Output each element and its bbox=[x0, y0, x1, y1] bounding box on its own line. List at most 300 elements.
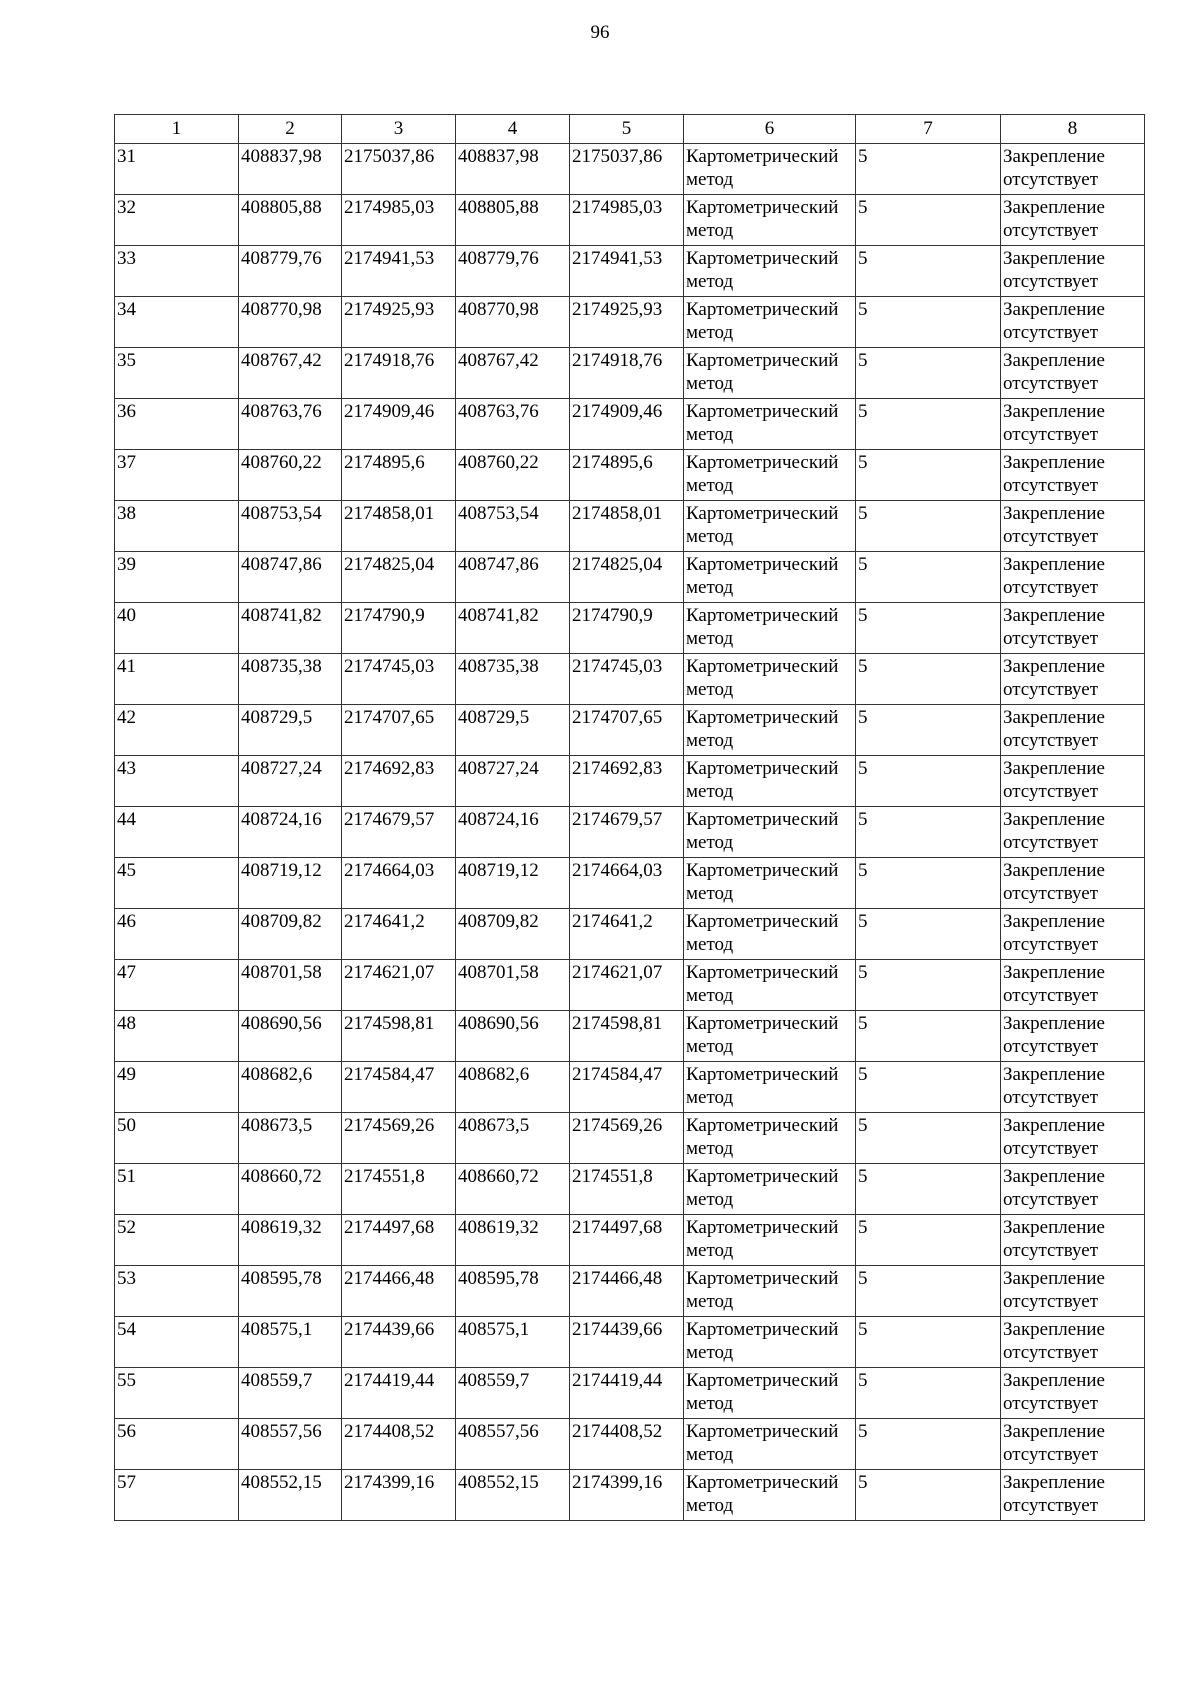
fixing-line: отсутствует bbox=[1003, 1087, 1099, 1108]
page-number: 96 bbox=[590, 22, 610, 43]
x-coordinate-cell: 408747,86 bbox=[456, 552, 570, 603]
method-cell bbox=[684, 603, 856, 654]
table-row bbox=[115, 909, 1145, 960]
method-line: метод bbox=[686, 832, 734, 853]
table-row bbox=[115, 858, 1145, 909]
method-cell bbox=[684, 960, 856, 1011]
method-line: Картометрический bbox=[686, 1013, 839, 1034]
method-line: Картометрический bbox=[686, 1370, 839, 1391]
x-coordinate-cell: 408760,22 bbox=[456, 450, 570, 501]
method-line: метод bbox=[686, 985, 734, 1006]
fixing-line: Закрепление bbox=[1003, 1268, 1105, 1289]
x-coordinate-cell: 408741,82 bbox=[456, 603, 570, 654]
x-coordinate-cell: 408557,56 bbox=[239, 1419, 342, 1470]
accuracy-cell: 5 bbox=[856, 501, 1001, 552]
x-coordinate-cell: 408724,16 bbox=[239, 807, 342, 858]
y-coordinate-cell: 2174707,65 bbox=[570, 705, 684, 756]
x-coordinate-cell: 408729,5 bbox=[239, 705, 342, 756]
fixing-line: отсутствует bbox=[1003, 934, 1099, 955]
fixing-line: отсутствует bbox=[1003, 577, 1099, 598]
point-number-cell: 40 bbox=[115, 603, 239, 654]
fixing-line: Закрепление bbox=[1003, 1421, 1105, 1442]
point-number-cell: 41 bbox=[115, 654, 239, 705]
fixing-cell bbox=[1001, 1011, 1145, 1062]
fixing-line: Закрепление bbox=[1003, 809, 1105, 830]
y-coordinate-cell: 2174790,9 bbox=[342, 603, 456, 654]
column-header: 3 bbox=[342, 115, 456, 144]
method-line: Картометрический bbox=[686, 350, 839, 371]
fixing-line: отсутствует bbox=[1003, 1240, 1099, 1261]
fixing-line: отсутствует bbox=[1003, 781, 1099, 802]
table-row bbox=[115, 1215, 1145, 1266]
accuracy-cell: 5 bbox=[856, 807, 1001, 858]
method-cell bbox=[684, 1011, 856, 1062]
method-line: Картометрический bbox=[686, 299, 839, 320]
method-line: метод bbox=[686, 781, 734, 802]
point-number-cell: 38 bbox=[115, 501, 239, 552]
fixing-line: Закрепление bbox=[1003, 401, 1105, 422]
fixing-line: Закрепление bbox=[1003, 503, 1105, 524]
point-number-cell: 43 bbox=[115, 756, 239, 807]
table-row bbox=[115, 1164, 1145, 1215]
x-coordinate-cell: 408770,98 bbox=[239, 297, 342, 348]
fixing-line: отсутствует bbox=[1003, 373, 1099, 394]
fixing-cell bbox=[1001, 195, 1145, 246]
x-coordinate-cell: 408552,15 bbox=[239, 1470, 342, 1521]
accuracy-cell: 5 bbox=[856, 1470, 1001, 1521]
x-coordinate-cell: 408753,54 bbox=[239, 501, 342, 552]
fixing-line: Закрепление bbox=[1003, 758, 1105, 779]
y-coordinate-cell: 2174692,83 bbox=[570, 756, 684, 807]
fixing-cell bbox=[1001, 1113, 1145, 1164]
column-header: 1 bbox=[115, 115, 239, 144]
fixing-line: Закрепление bbox=[1003, 1319, 1105, 1340]
fixing-cell bbox=[1001, 246, 1145, 297]
method-cell bbox=[684, 1215, 856, 1266]
method-line: метод bbox=[686, 1240, 734, 1261]
method-cell bbox=[684, 756, 856, 807]
fixing-line: Закрепление bbox=[1003, 707, 1105, 728]
method-cell bbox=[684, 1368, 856, 1419]
table-row bbox=[115, 1317, 1145, 1368]
table-row bbox=[115, 654, 1145, 705]
point-number-cell: 57 bbox=[115, 1470, 239, 1521]
method-cell bbox=[684, 1266, 856, 1317]
fixing-line: Закрепление bbox=[1003, 554, 1105, 575]
point-number-cell: 45 bbox=[115, 858, 239, 909]
table-row bbox=[115, 705, 1145, 756]
fixing-line: Закрепление bbox=[1003, 605, 1105, 626]
x-coordinate-cell: 408779,76 bbox=[239, 246, 342, 297]
x-coordinate-cell: 408682,6 bbox=[456, 1062, 570, 1113]
fixing-line: Закрепление bbox=[1003, 350, 1105, 371]
y-coordinate-cell: 2174858,01 bbox=[342, 501, 456, 552]
y-coordinate-cell: 2174918,76 bbox=[342, 348, 456, 399]
y-coordinate-cell: 2174621,07 bbox=[342, 960, 456, 1011]
fixing-line: отсутствует bbox=[1003, 526, 1099, 547]
method-cell bbox=[684, 1470, 856, 1521]
x-coordinate-cell: 408559,7 bbox=[456, 1368, 570, 1419]
fixing-cell bbox=[1001, 603, 1145, 654]
x-coordinate-cell: 408557,56 bbox=[456, 1419, 570, 1470]
column-header: 8 bbox=[1001, 115, 1145, 144]
point-number-cell: 51 bbox=[115, 1164, 239, 1215]
fixing-cell bbox=[1001, 807, 1145, 858]
method-cell bbox=[684, 807, 856, 858]
accuracy-cell: 5 bbox=[856, 1113, 1001, 1164]
x-coordinate-cell: 408767,42 bbox=[456, 348, 570, 399]
y-coordinate-cell: 2174569,26 bbox=[570, 1113, 684, 1164]
table-row bbox=[115, 756, 1145, 807]
coordinates-table bbox=[114, 114, 1145, 1521]
x-coordinate-cell: 408837,98 bbox=[456, 144, 570, 195]
method-line: Картометрический bbox=[686, 1166, 839, 1187]
fixing-cell bbox=[1001, 654, 1145, 705]
point-number-cell: 31 bbox=[115, 144, 239, 195]
fixing-line: отсутствует bbox=[1003, 322, 1099, 343]
fixing-line: Закрепление bbox=[1003, 1064, 1105, 1085]
accuracy-cell: 5 bbox=[856, 960, 1001, 1011]
method-line: Картометрический bbox=[686, 1064, 839, 1085]
x-coordinate-cell: 408559,7 bbox=[239, 1368, 342, 1419]
y-coordinate-cell: 2174895,6 bbox=[570, 450, 684, 501]
fixing-line: отсутствует bbox=[1003, 1291, 1099, 1312]
table-row bbox=[115, 297, 1145, 348]
method-line: метод bbox=[686, 883, 734, 904]
fixing-cell bbox=[1001, 1368, 1145, 1419]
method-line: метод bbox=[686, 1444, 734, 1465]
point-number-cell: 39 bbox=[115, 552, 239, 603]
y-coordinate-cell: 2174909,46 bbox=[570, 399, 684, 450]
point-number-cell: 32 bbox=[115, 195, 239, 246]
accuracy-cell: 5 bbox=[856, 450, 1001, 501]
method-cell bbox=[684, 399, 856, 450]
x-coordinate-cell: 408747,86 bbox=[239, 552, 342, 603]
y-coordinate-cell: 2174399,16 bbox=[570, 1470, 684, 1521]
x-coordinate-cell: 408760,22 bbox=[239, 450, 342, 501]
column-header: 5 bbox=[570, 115, 684, 144]
x-coordinate-cell: 408619,32 bbox=[239, 1215, 342, 1266]
x-coordinate-cell: 408779,76 bbox=[456, 246, 570, 297]
table-row bbox=[115, 960, 1145, 1011]
x-coordinate-cell: 408837,98 bbox=[239, 144, 342, 195]
fixing-line: отсутствует bbox=[1003, 679, 1099, 700]
y-coordinate-cell: 2174985,03 bbox=[570, 195, 684, 246]
fixing-line: отсутствует bbox=[1003, 1189, 1099, 1210]
method-line: метод bbox=[686, 322, 734, 343]
point-number-cell: 52 bbox=[115, 1215, 239, 1266]
method-line: метод bbox=[686, 475, 734, 496]
accuracy-cell: 5 bbox=[856, 144, 1001, 195]
table-row bbox=[115, 348, 1145, 399]
x-coordinate-cell: 408701,58 bbox=[239, 960, 342, 1011]
fixing-line: отсутствует bbox=[1003, 1138, 1099, 1159]
point-number-cell: 36 bbox=[115, 399, 239, 450]
x-coordinate-cell: 408552,15 bbox=[456, 1470, 570, 1521]
accuracy-cell: 5 bbox=[856, 603, 1001, 654]
x-coordinate-cell: 408660,72 bbox=[456, 1164, 570, 1215]
point-number-cell: 33 bbox=[115, 246, 239, 297]
y-coordinate-cell: 2174825,04 bbox=[570, 552, 684, 603]
y-coordinate-cell: 2174641,2 bbox=[342, 909, 456, 960]
point-number-cell: 35 bbox=[115, 348, 239, 399]
method-line: метод bbox=[686, 1138, 734, 1159]
method-line: метод bbox=[686, 271, 734, 292]
fixing-line: отсутствует bbox=[1003, 832, 1099, 853]
method-cell bbox=[684, 1317, 856, 1368]
table-body bbox=[115, 144, 1145, 1521]
y-coordinate-cell: 2174551,8 bbox=[342, 1164, 456, 1215]
x-coordinate-cell: 408682,6 bbox=[239, 1062, 342, 1113]
table-row bbox=[115, 603, 1145, 654]
method-line: метод bbox=[686, 1291, 734, 1312]
y-coordinate-cell: 2174745,03 bbox=[570, 654, 684, 705]
x-coordinate-cell: 408575,1 bbox=[456, 1317, 570, 1368]
y-coordinate-cell: 2174825,04 bbox=[342, 552, 456, 603]
method-line: метод bbox=[686, 1189, 734, 1210]
x-coordinate-cell: 408719,12 bbox=[239, 858, 342, 909]
y-coordinate-cell: 2174497,68 bbox=[342, 1215, 456, 1266]
table-row bbox=[115, 1470, 1145, 1521]
y-coordinate-cell: 2174439,66 bbox=[570, 1317, 684, 1368]
point-number-cell: 42 bbox=[115, 705, 239, 756]
method-cell bbox=[684, 195, 856, 246]
fixing-cell bbox=[1001, 144, 1145, 195]
fixing-cell bbox=[1001, 756, 1145, 807]
fixing-line: Закрепление bbox=[1003, 248, 1105, 269]
x-coordinate-cell: 408690,56 bbox=[456, 1011, 570, 1062]
fixing-cell bbox=[1001, 1215, 1145, 1266]
accuracy-cell: 5 bbox=[856, 858, 1001, 909]
method-cell bbox=[684, 1164, 856, 1215]
fixing-cell bbox=[1001, 1164, 1145, 1215]
accuracy-cell: 5 bbox=[856, 1062, 1001, 1113]
method-line: Картометрический bbox=[686, 809, 839, 830]
table-row bbox=[115, 144, 1145, 195]
method-line: метод bbox=[686, 730, 734, 751]
method-line: метод bbox=[686, 1087, 734, 1108]
table-row bbox=[115, 195, 1145, 246]
x-coordinate-cell: 408709,82 bbox=[456, 909, 570, 960]
fixing-cell bbox=[1001, 960, 1145, 1011]
y-coordinate-cell: 2174745,03 bbox=[342, 654, 456, 705]
point-number-cell: 47 bbox=[115, 960, 239, 1011]
method-line: Картометрический bbox=[686, 503, 839, 524]
y-coordinate-cell: 2174399,16 bbox=[342, 1470, 456, 1521]
fixing-line: отсутствует bbox=[1003, 1342, 1099, 1363]
x-coordinate-cell: 408741,82 bbox=[239, 603, 342, 654]
method-line: метод bbox=[686, 1342, 734, 1363]
accuracy-cell: 5 bbox=[856, 756, 1001, 807]
x-coordinate-cell: 408735,38 bbox=[456, 654, 570, 705]
y-coordinate-cell: 2174790,9 bbox=[570, 603, 684, 654]
fixing-cell bbox=[1001, 1266, 1145, 1317]
table-row bbox=[115, 399, 1145, 450]
method-line: метод bbox=[686, 934, 734, 955]
method-line: Картометрический bbox=[686, 197, 839, 218]
fixing-line: Закрепление bbox=[1003, 1115, 1105, 1136]
method-line: метод bbox=[686, 373, 734, 394]
y-coordinate-cell: 2174679,57 bbox=[342, 807, 456, 858]
x-coordinate-cell: 408763,76 bbox=[456, 399, 570, 450]
fixing-line: отсутствует bbox=[1003, 169, 1099, 190]
fixing-line: Закрепление bbox=[1003, 962, 1105, 983]
accuracy-cell: 5 bbox=[856, 348, 1001, 399]
method-line: Картометрический bbox=[686, 248, 839, 269]
accuracy-cell: 5 bbox=[856, 1215, 1001, 1266]
method-line: Картометрический bbox=[686, 146, 839, 167]
x-coordinate-cell: 408767,42 bbox=[239, 348, 342, 399]
y-coordinate-cell: 2174918,76 bbox=[570, 348, 684, 399]
fixing-cell bbox=[1001, 1062, 1145, 1113]
fixing-line: Закрепление bbox=[1003, 656, 1105, 677]
accuracy-cell: 5 bbox=[856, 654, 1001, 705]
y-coordinate-cell: 2174925,93 bbox=[342, 297, 456, 348]
fixing-line: отсутствует bbox=[1003, 1444, 1099, 1465]
point-number-cell: 50 bbox=[115, 1113, 239, 1164]
x-coordinate-cell: 408575,1 bbox=[239, 1317, 342, 1368]
method-line: Картометрический bbox=[686, 860, 839, 881]
fixing-cell bbox=[1001, 399, 1145, 450]
fixing-cell bbox=[1001, 501, 1145, 552]
accuracy-cell: 5 bbox=[856, 246, 1001, 297]
y-coordinate-cell: 2174664,03 bbox=[342, 858, 456, 909]
y-coordinate-cell: 2174408,52 bbox=[570, 1419, 684, 1470]
point-number-cell: 54 bbox=[115, 1317, 239, 1368]
x-coordinate-cell: 408805,88 bbox=[456, 195, 570, 246]
y-coordinate-cell: 2174941,53 bbox=[570, 246, 684, 297]
method-line: Картометрический bbox=[686, 605, 839, 626]
method-cell bbox=[684, 1419, 856, 1470]
x-coordinate-cell: 408595,78 bbox=[239, 1266, 342, 1317]
fixing-line: отсутствует bbox=[1003, 1393, 1099, 1414]
accuracy-cell: 5 bbox=[856, 399, 1001, 450]
method-line: Картометрический bbox=[686, 707, 839, 728]
method-cell bbox=[684, 348, 856, 399]
fixing-cell bbox=[1001, 450, 1145, 501]
fixing-line: отсутствует bbox=[1003, 628, 1099, 649]
x-coordinate-cell: 408770,98 bbox=[456, 297, 570, 348]
column-header: 2 bbox=[239, 115, 342, 144]
fixing-cell bbox=[1001, 1317, 1145, 1368]
x-coordinate-cell: 408729,5 bbox=[456, 705, 570, 756]
method-cell bbox=[684, 654, 856, 705]
method-line: метод bbox=[686, 220, 734, 241]
method-line: Картометрический bbox=[686, 656, 839, 677]
y-coordinate-cell: 2174941,53 bbox=[342, 246, 456, 297]
y-coordinate-cell: 2174419,44 bbox=[342, 1368, 456, 1419]
fixing-line: отсутствует bbox=[1003, 883, 1099, 904]
point-number-cell: 56 bbox=[115, 1419, 239, 1470]
point-number-cell: 46 bbox=[115, 909, 239, 960]
y-coordinate-cell: 2174641,2 bbox=[570, 909, 684, 960]
fixing-cell bbox=[1001, 552, 1145, 603]
method-line: метод bbox=[686, 577, 734, 598]
y-coordinate-cell: 2174419,44 bbox=[570, 1368, 684, 1419]
fixing-line: отсутствует bbox=[1003, 424, 1099, 445]
point-number-cell: 37 bbox=[115, 450, 239, 501]
table-row bbox=[115, 501, 1145, 552]
x-coordinate-cell: 408619,32 bbox=[456, 1215, 570, 1266]
method-cell bbox=[684, 1062, 856, 1113]
method-line: метод bbox=[686, 526, 734, 547]
method-cell bbox=[684, 450, 856, 501]
fixing-line: Закрепление bbox=[1003, 1217, 1105, 1238]
table-row bbox=[115, 1368, 1145, 1419]
method-line: Картометрический bbox=[686, 911, 839, 932]
fixing-cell bbox=[1001, 297, 1145, 348]
fixing-line: отсутствует bbox=[1003, 730, 1099, 751]
y-coordinate-cell: 2174664,03 bbox=[570, 858, 684, 909]
method-cell bbox=[684, 909, 856, 960]
table-row bbox=[115, 1062, 1145, 1113]
x-coordinate-cell: 408727,24 bbox=[239, 756, 342, 807]
table-row bbox=[115, 807, 1145, 858]
point-number-cell: 49 bbox=[115, 1062, 239, 1113]
y-coordinate-cell: 2174569,26 bbox=[342, 1113, 456, 1164]
accuracy-cell: 5 bbox=[856, 552, 1001, 603]
fixing-line: Закрепление bbox=[1003, 860, 1105, 881]
y-coordinate-cell: 2174925,93 bbox=[570, 297, 684, 348]
method-line: метод bbox=[686, 1495, 734, 1516]
accuracy-cell: 5 bbox=[856, 1011, 1001, 1062]
y-coordinate-cell: 2174466,48 bbox=[342, 1266, 456, 1317]
method-cell bbox=[684, 501, 856, 552]
method-cell bbox=[684, 858, 856, 909]
accuracy-cell: 5 bbox=[856, 297, 1001, 348]
fixing-line: Закрепление bbox=[1003, 1166, 1105, 1187]
fixing-line: Закрепление bbox=[1003, 1370, 1105, 1391]
fixing-line: отсутствует bbox=[1003, 271, 1099, 292]
method-line: Картометрический bbox=[686, 1217, 839, 1238]
table-row bbox=[115, 1113, 1145, 1164]
method-line: Картометрический bbox=[686, 452, 839, 473]
fixing-line: Закрепление bbox=[1003, 1013, 1105, 1034]
accuracy-cell: 5 bbox=[856, 909, 1001, 960]
accuracy-cell: 5 bbox=[856, 1368, 1001, 1419]
x-coordinate-cell: 408595,78 bbox=[456, 1266, 570, 1317]
point-number-cell: 53 bbox=[115, 1266, 239, 1317]
y-coordinate-cell: 2174497,68 bbox=[570, 1215, 684, 1266]
method-line: Картометрический bbox=[686, 1115, 839, 1136]
y-coordinate-cell: 2175037,86 bbox=[570, 144, 684, 195]
y-coordinate-cell: 2174692,83 bbox=[342, 756, 456, 807]
y-coordinate-cell: 2174985,03 bbox=[342, 195, 456, 246]
x-coordinate-cell: 408701,58 bbox=[456, 960, 570, 1011]
y-coordinate-cell: 2175037,86 bbox=[342, 144, 456, 195]
method-line: Картометрический bbox=[686, 1472, 839, 1493]
method-cell bbox=[684, 246, 856, 297]
fixing-line: Закрепление bbox=[1003, 1472, 1105, 1493]
x-coordinate-cell: 408709,82 bbox=[239, 909, 342, 960]
y-coordinate-cell: 2174439,66 bbox=[342, 1317, 456, 1368]
point-number-cell: 55 bbox=[115, 1368, 239, 1419]
column-header: 4 bbox=[456, 115, 570, 144]
x-coordinate-cell: 408719,12 bbox=[456, 858, 570, 909]
method-line: Картометрический bbox=[686, 1421, 839, 1442]
method-line: Картометрический bbox=[686, 554, 839, 575]
fixing-line: Закрепление bbox=[1003, 452, 1105, 473]
y-coordinate-cell: 2174551,8 bbox=[570, 1164, 684, 1215]
fixing-cell bbox=[1001, 909, 1145, 960]
x-coordinate-cell: 408660,72 bbox=[239, 1164, 342, 1215]
x-coordinate-cell: 408673,5 bbox=[456, 1113, 570, 1164]
accuracy-cell: 5 bbox=[856, 1317, 1001, 1368]
fixing-cell bbox=[1001, 858, 1145, 909]
y-coordinate-cell: 2174909,46 bbox=[342, 399, 456, 450]
fixing-line: Закрепление bbox=[1003, 299, 1105, 320]
x-coordinate-cell: 408724,16 bbox=[456, 807, 570, 858]
